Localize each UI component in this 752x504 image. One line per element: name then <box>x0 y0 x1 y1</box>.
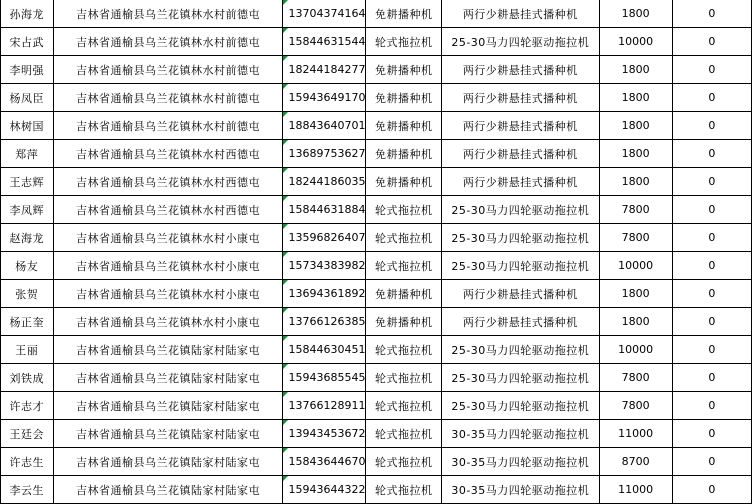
name-cell[interactable]: 王志辉 <box>1 168 54 196</box>
category-cell[interactable]: 轮式拖拉机 <box>366 28 442 56</box>
model-cell[interactable]: 25-30马力四轮驱动拖拉机 <box>442 364 600 392</box>
address-cell[interactable]: 吉林省通榆县乌兰花镇林水村前德屯 <box>53 56 283 84</box>
phone-cell[interactable]: 18843640701 <box>283 112 366 140</box>
model-cell[interactable]: 25-30马力四轮驱动拖拉机 <box>442 336 600 364</box>
address-cell[interactable]: 吉林省通榆县乌兰花镇陆家村陆家屯 <box>53 476 283 504</box>
category-cell[interactable]: 免耕播种机 <box>366 280 442 308</box>
table-row <box>1 252 752 280</box>
phone-cell[interactable]: 13704374164 <box>283 0 366 28</box>
amount-cell[interactable]: 1800 <box>599 56 672 84</box>
phone-cell[interactable]: 13694361892 <box>283 280 366 308</box>
table-row <box>1 196 752 224</box>
count-cell[interactable]: 0 <box>672 84 751 112</box>
name-cell[interactable]: 王廷会 <box>1 420 54 448</box>
phone-cell[interactable]: 15844631544 <box>283 28 366 56</box>
amount-cell[interactable]: 1800 <box>599 280 672 308</box>
amount-cell[interactable]: 1800 <box>599 140 672 168</box>
address-cell[interactable]: 吉林省通榆县乌兰花镇陆家村陆家屯 <box>53 336 283 364</box>
address-cell[interactable]: 吉林省通榆县乌兰花镇林水村小康屯 <box>53 280 283 308</box>
amount-cell[interactable]: 11000 <box>599 476 672 504</box>
table-row <box>1 280 752 308</box>
count-cell[interactable]: 0 <box>672 420 751 448</box>
count-cell[interactable]: 0 <box>672 308 751 336</box>
phone-cell[interactable]: 18244186035 <box>283 168 366 196</box>
model-cell[interactable]: 两行少耕悬挂式播种机 <box>442 280 600 308</box>
count-cell[interactable]: 0 <box>672 280 751 308</box>
category-cell[interactable]: 轮式拖拉机 <box>366 420 442 448</box>
phone-cell[interactable]: 18244184277 <box>283 56 366 84</box>
category-cell[interactable]: 免耕播种机 <box>366 56 442 84</box>
model-cell[interactable]: 两行少耕悬挂式播种机 <box>442 112 600 140</box>
address-cell[interactable]: 吉林省通榆县乌兰花镇林水村前德屯 <box>53 84 283 112</box>
address-cell[interactable]: 吉林省通榆县乌兰花镇林水村小康屯 <box>53 224 283 252</box>
amount-cell[interactable]: 11000 <box>599 420 672 448</box>
address-cell[interactable]: 吉林省通榆县乌兰花镇林水村西德屯 <box>53 168 283 196</box>
name-cell[interactable]: 王丽 <box>1 336 54 364</box>
phone-cell[interactable]: 15943685545 <box>283 364 366 392</box>
name-cell[interactable]: 李凤辉 <box>1 196 54 224</box>
category-cell[interactable]: 免耕播种机 <box>366 112 442 140</box>
name-cell[interactable]: 李云生 <box>1 476 54 504</box>
table-row <box>1 112 752 140</box>
category-cell[interactable]: 轮式拖拉机 <box>366 196 442 224</box>
category-cell[interactable]: 轮式拖拉机 <box>366 252 442 280</box>
address-cell[interactable]: 吉林省通榆县乌兰花镇陆家村陆家屯 <box>53 364 283 392</box>
model-cell[interactable]: 两行少耕悬挂式播种机 <box>442 168 600 196</box>
name-cell[interactable]: 李明强 <box>1 56 54 84</box>
model-cell[interactable]: 25-30马力四轮驱动拖拉机 <box>442 224 600 252</box>
count-cell[interactable]: 0 <box>672 252 751 280</box>
phone-cell[interactable]: 13766128911 <box>283 392 366 420</box>
amount-cell[interactable]: 8700 <box>599 448 672 476</box>
table-row <box>1 420 752 448</box>
model-cell[interactable]: 25-30马力四轮驱动拖拉机 <box>442 252 600 280</box>
table-row <box>1 308 752 336</box>
amount-cell[interactable]: 1800 <box>599 308 672 336</box>
name-cell[interactable]: 许志才 <box>1 392 54 420</box>
count-cell[interactable]: 0 <box>672 0 751 28</box>
table-row <box>1 392 752 420</box>
count-cell[interactable]: 0 <box>672 392 751 420</box>
table-body <box>1 0 752 504</box>
table-row <box>1 28 752 56</box>
amount-cell[interactable]: 10000 <box>599 252 672 280</box>
model-cell[interactable]: 30-35马力四轮驱动拖拉机 <box>442 448 600 476</box>
model-cell[interactable]: 30-35马力四轮驱动拖拉机 <box>442 420 600 448</box>
address-cell[interactable]: 吉林省通榆县乌兰花镇陆家村陆家屯 <box>53 448 283 476</box>
phone-cell[interactable]: 15843644670 <box>283 448 366 476</box>
name-cell[interactable]: 许志生 <box>1 448 54 476</box>
count-cell[interactable]: 0 <box>672 448 751 476</box>
count-cell[interactable]: 0 <box>672 364 751 392</box>
count-cell[interactable]: 0 <box>672 28 751 56</box>
amount-cell[interactable]: 1800 <box>599 168 672 196</box>
phone-cell[interactable]: 15943644322 <box>283 476 366 504</box>
amount-cell[interactable]: 1800 <box>599 0 672 28</box>
category-cell[interactable]: 免耕播种机 <box>366 140 442 168</box>
model-cell[interactable]: 30-35马力四轮驱动拖拉机 <box>442 476 600 504</box>
phone-cell[interactable]: 13596826407 <box>283 224 366 252</box>
address-cell[interactable]: 吉林省通榆县乌兰花镇林水村小康屯 <box>53 308 283 336</box>
model-cell[interactable]: 两行少耕悬挂式播种机 <box>442 140 600 168</box>
count-cell[interactable]: 0 <box>672 336 751 364</box>
category-cell[interactable]: 免耕播种机 <box>366 84 442 112</box>
table-row <box>1 168 752 196</box>
model-cell[interactable]: 两行少耕悬挂式播种机 <box>442 308 600 336</box>
category-cell[interactable]: 轮式拖拉机 <box>366 336 442 364</box>
model-cell[interactable]: 25-30马力四轮驱动拖拉机 <box>442 28 600 56</box>
name-cell[interactable]: 孙海龙 <box>1 0 54 28</box>
address-cell[interactable]: 吉林省通榆县乌兰花镇陆家村陆家屯 <box>53 392 283 420</box>
table-row <box>1 140 752 168</box>
address-cell[interactable]: 吉林省通榆县乌兰花镇陆家村陆家屯 <box>53 420 283 448</box>
amount-cell[interactable]: 1800 <box>599 112 672 140</box>
phone-cell[interactable]: 13689753627 <box>283 140 366 168</box>
address-cell[interactable]: 吉林省通榆县乌兰花镇林水村前德屯 <box>53 28 283 56</box>
model-cell[interactable]: 两行少耕悬挂式播种机 <box>442 0 600 28</box>
phone-cell[interactable]: 15734383982 <box>283 252 366 280</box>
table-row <box>1 224 752 252</box>
name-cell[interactable]: 赵海龙 <box>1 224 54 252</box>
amount-cell[interactable]: 10000 <box>599 28 672 56</box>
name-cell[interactable]: 林树国 <box>1 112 54 140</box>
count-cell[interactable]: 0 <box>672 112 751 140</box>
model-cell[interactable]: 25-30马力四轮驱动拖拉机 <box>442 196 600 224</box>
model-cell[interactable]: 两行少耕悬挂式播种机 <box>442 56 600 84</box>
amount-cell[interactable]: 7800 <box>599 224 672 252</box>
table-row <box>1 336 752 364</box>
phone-cell[interactable]: 13766126385 <box>283 308 366 336</box>
category-cell[interactable]: 轮式拖拉机 <box>366 448 442 476</box>
count-cell[interactable]: 0 <box>672 224 751 252</box>
amount-cell[interactable]: 10000 <box>599 336 672 364</box>
name-cell[interactable]: 杨友 <box>1 252 54 280</box>
table-row <box>1 448 752 476</box>
address-cell[interactable]: 吉林省通榆县乌兰花镇林水村前德屯 <box>53 0 283 28</box>
phone-cell[interactable]: 15943649170 <box>283 84 366 112</box>
amount-cell[interactable]: 7800 <box>599 196 672 224</box>
amount-cell[interactable]: 1800 <box>599 84 672 112</box>
category-cell[interactable]: 轮式拖拉机 <box>366 224 442 252</box>
table-row <box>1 364 752 392</box>
category-cell[interactable]: 轮式拖拉机 <box>366 364 442 392</box>
phone-cell[interactable]: 15844631884 <box>283 196 366 224</box>
table-row <box>1 476 752 504</box>
address-cell[interactable]: 吉林省通榆县乌兰花镇林水村西德屯 <box>53 196 283 224</box>
category-cell[interactable]: 免耕播种机 <box>366 0 442 28</box>
name-cell[interactable]: 杨凤臣 <box>1 84 54 112</box>
table-row <box>1 84 752 112</box>
category-cell[interactable]: 免耕播种机 <box>366 168 442 196</box>
address-cell[interactable]: 吉林省通榆县乌兰花镇林水村前德屯 <box>53 112 283 140</box>
name-cell[interactable]: 刘铁成 <box>1 364 54 392</box>
address-cell[interactable]: 吉林省通榆县乌兰花镇林水村小康屯 <box>53 252 283 280</box>
category-cell[interactable]: 轮式拖拉机 <box>366 392 442 420</box>
model-cell[interactable]: 两行少耕悬挂式播种机 <box>442 84 600 112</box>
phone-cell[interactable]: 15844630451 <box>283 336 366 364</box>
name-cell[interactable]: 张贺 <box>1 280 54 308</box>
address-cell[interactable]: 吉林省通榆县乌兰花镇林水村西德屯 <box>53 140 283 168</box>
name-cell[interactable]: 宋占武 <box>1 28 54 56</box>
name-cell[interactable]: 杨正奎 <box>1 308 54 336</box>
amount-cell[interactable]: 7800 <box>599 392 672 420</box>
model-cell[interactable]: 25-30马力四轮驱动拖拉机 <box>442 392 600 420</box>
category-cell[interactable]: 轮式拖拉机 <box>366 476 442 504</box>
count-cell[interactable]: 0 <box>672 196 751 224</box>
count-cell[interactable]: 0 <box>672 56 751 84</box>
count-cell[interactable]: 0 <box>672 476 751 504</box>
count-cell[interactable]: 0 <box>672 168 751 196</box>
category-cell[interactable]: 免耕播种机 <box>366 308 442 336</box>
amount-cell[interactable]: 7800 <box>599 364 672 392</box>
table-row <box>1 56 752 84</box>
count-cell[interactable]: 0 <box>672 140 751 168</box>
name-cell[interactable]: 郑萍 <box>1 140 54 168</box>
phone-cell[interactable]: 13943453672 <box>283 420 366 448</box>
table-row <box>1 0 752 28</box>
